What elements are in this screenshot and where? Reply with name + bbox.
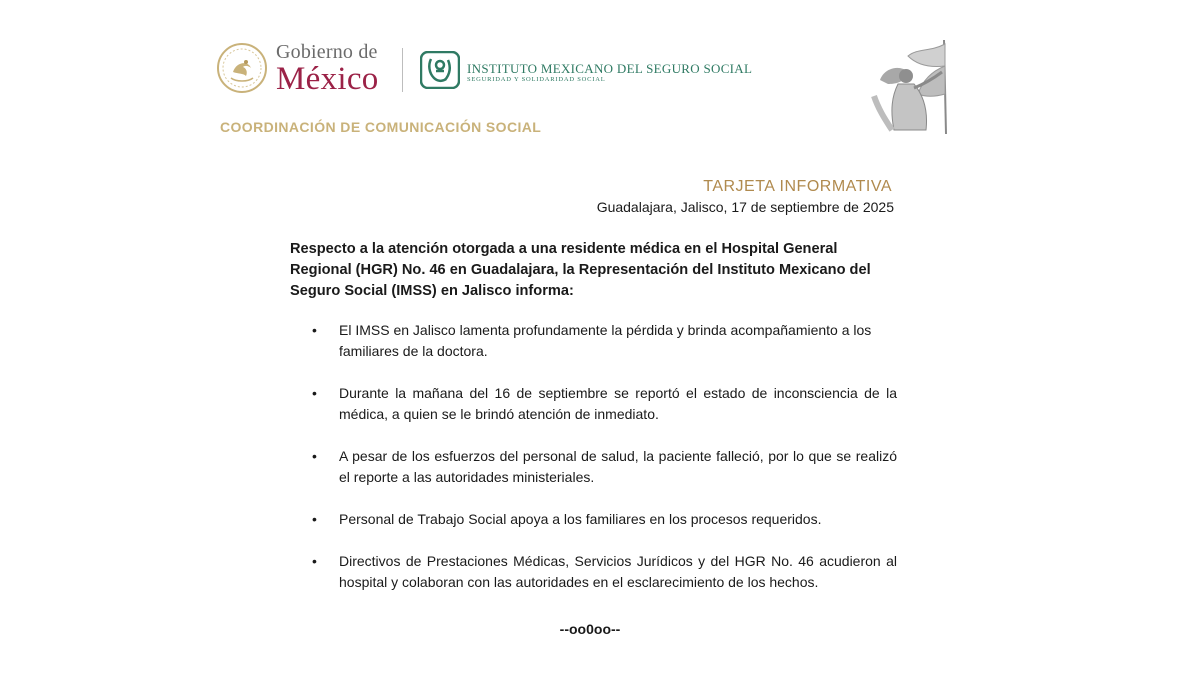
- document-title: TARJETA INFORMATIVA: [703, 178, 892, 195]
- bullet-dot: •: [312, 322, 317, 338]
- bullet-text: El IMSS en Jalisco lamenta profundamente la pérdida y brinda acompañamiento a los familiares de la doctora.: [339, 322, 872, 359]
- bullet-dot: •: [312, 553, 317, 569]
- bullet-dot: •: [312, 448, 317, 464]
- bullet-text: A pesar de los esfuerzos del personal de salud, la paciente falleció, por lo que se realizó el reporte a las autoridades ministeriales.: [339, 448, 897, 485]
- imss-name: INSTITUTO MEXICANO DEL SEGURO SOCIAL: [467, 61, 753, 76]
- bullet-item: [312, 551, 897, 593]
- bullet-item: [312, 509, 897, 530]
- imss-tagline: SEGURIDAD Y SOLIDARIDAD SOCIAL: [467, 76, 606, 83]
- logo-divider: [402, 48, 403, 92]
- gobierno-label: Gobierno de: [276, 41, 378, 63]
- mexico-label: México: [276, 61, 379, 97]
- imss-wordmark: [467, 62, 752, 84]
- bullet-list: [312, 320, 897, 614]
- bullet-dot: •: [312, 511, 317, 527]
- gobierno-de-mexico-logo: [276, 42, 379, 96]
- bullet-text: Directivos de Prestaciones Médicas, Servicios Jurídicos y del HGR No. 46 acudieron al hospital y colaboran con las autoridades en el esclarecimiento de los hechos.: [339, 553, 897, 590]
- bullet-dot: •: [312, 385, 317, 401]
- bullet-item: [312, 320, 897, 362]
- coordination-heading: COORDINACIÓN DE COMUNICACIÓN SOCIAL: [220, 119, 542, 135]
- intro-paragraph: Respecto a la atención otorgada a una residente médica en el Hospital General Regional (HGR) No. 46 en Guadalajara, la Representación del Instituto Mexicano del Seguro Social (IMSS) en Jalisco informa:: [290, 241, 871, 299]
- closing-mark: --oo0oo--: [559, 621, 621, 637]
- bullet-text: Personal de Trabajo Social apoya a los familiares en los procesos requeridos.: [339, 511, 822, 527]
- heroine-flag-illustration-icon: [870, 38, 962, 136]
- bullet-text: Durante la mañana del 16 de septiembre se reportó el estado de inconsciencia de la médica, a quien se le brindó atención de inmediato.: [339, 385, 897, 422]
- imss-logo-icon: [420, 51, 460, 89]
- bullet-item: [312, 383, 897, 425]
- place-date: Guadalajara, Jalisco, 17 de septiembre de 2025: [596, 199, 894, 215]
- mexico-seal-icon: [216, 42, 268, 94]
- bullet-item: [312, 446, 897, 488]
